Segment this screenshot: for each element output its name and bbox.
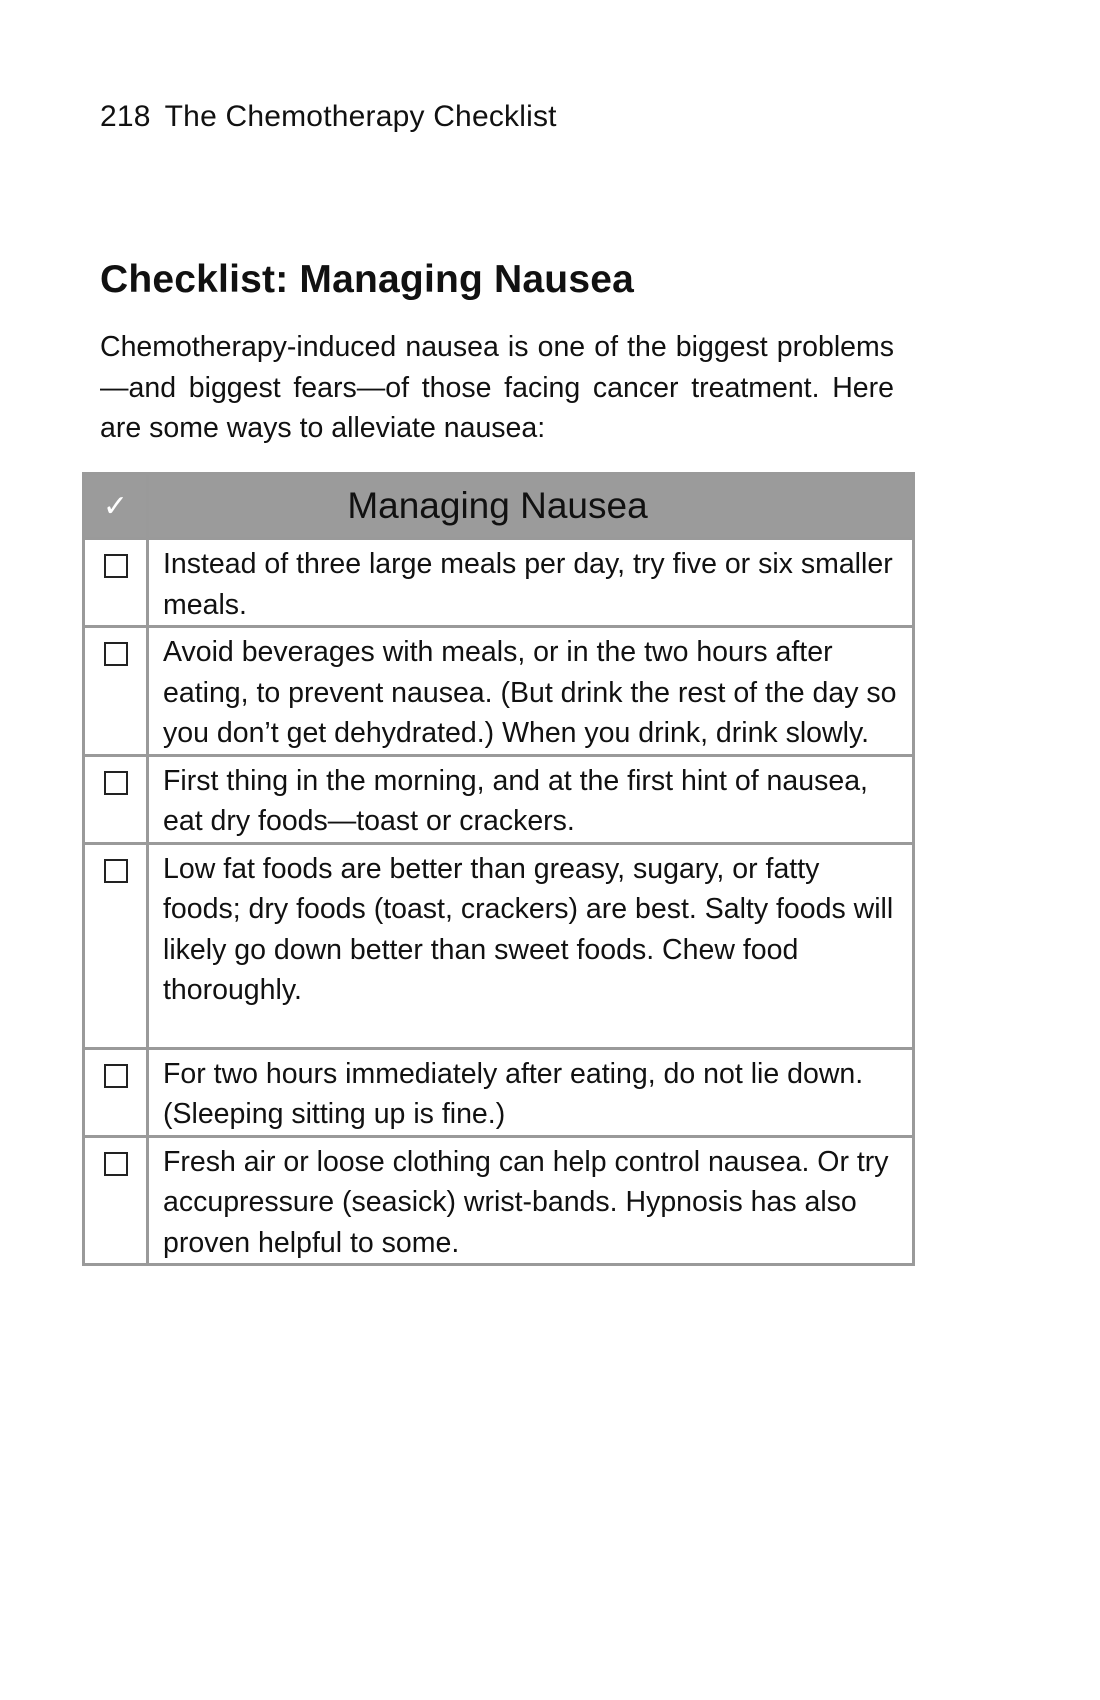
checkbox[interactable]: [104, 554, 128, 578]
checklist-row: [84, 1136, 914, 1265]
checklist-header-row: [84, 474, 914, 539]
checklist-item-text: For two hours immediately after eating, do not lie down. (Sleeping sitting up is fine.): [148, 1048, 914, 1136]
checklist-item-text: Fresh air or loose clothing can help control nausea. Or try accupressure (seasick) wrist-bands. Hypnosis has also proven helpful to some.: [148, 1136, 914, 1265]
checklist-item-text: Instead of three large meals per day, try five or six smaller meals.: [148, 539, 914, 627]
checkbox-cell: [84, 1048, 148, 1136]
checkbox[interactable]: [104, 859, 128, 883]
checklist-row: [84, 539, 914, 627]
checklist-row: [84, 843, 914, 1048]
checklist-item-text: Low fat foods are better than greasy, sugary, or fatty foods; dry foods (toast, crackers) are best. Salty foods will likely go down better than sweet foods. Chew food thoroughly.: [148, 843, 914, 1048]
running-header: [100, 100, 557, 134]
checkbox[interactable]: [104, 771, 128, 795]
checkbox[interactable]: [104, 1064, 128, 1088]
checklist-heading: Managing Nausea: [148, 474, 914, 539]
book-title: The Chemotherapy Checklist: [164, 100, 557, 133]
checkmark-icon: ✓: [84, 474, 148, 539]
checkbox-cell: [84, 539, 148, 627]
checkbox-cell: [84, 1136, 148, 1265]
checkbox-cell: [84, 627, 148, 756]
checklist-row: [84, 1048, 914, 1136]
checklist-table: [82, 472, 915, 1266]
checkbox-cell: [84, 843, 148, 1048]
checkbox[interactable]: [104, 642, 128, 666]
checklist-item-text: Avoid beverages with meals, or in the two hours after eating, to prevent nausea. (But drink the rest of the day so you don’t get dehydrated.) When you drink, drink slowly.: [148, 627, 914, 756]
checklist-row: [84, 627, 914, 756]
checklist-row: [84, 755, 914, 843]
section-title: Checklist: Managing Nausea: [100, 258, 635, 301]
checkbox-cell: [84, 755, 148, 843]
checkbox[interactable]: [104, 1152, 128, 1176]
intro-paragraph: Chemotherapy-induced nausea is one of the biggest problems—and biggest fears—of those facing cancer treatment. Here are some ways to alleviate nausea:: [100, 331, 894, 444]
checklist-item-text: First thing in the morning, and at the first hint of nausea, eat dry foods—toast or crackers.: [148, 755, 914, 843]
page-number: 218: [100, 100, 151, 133]
